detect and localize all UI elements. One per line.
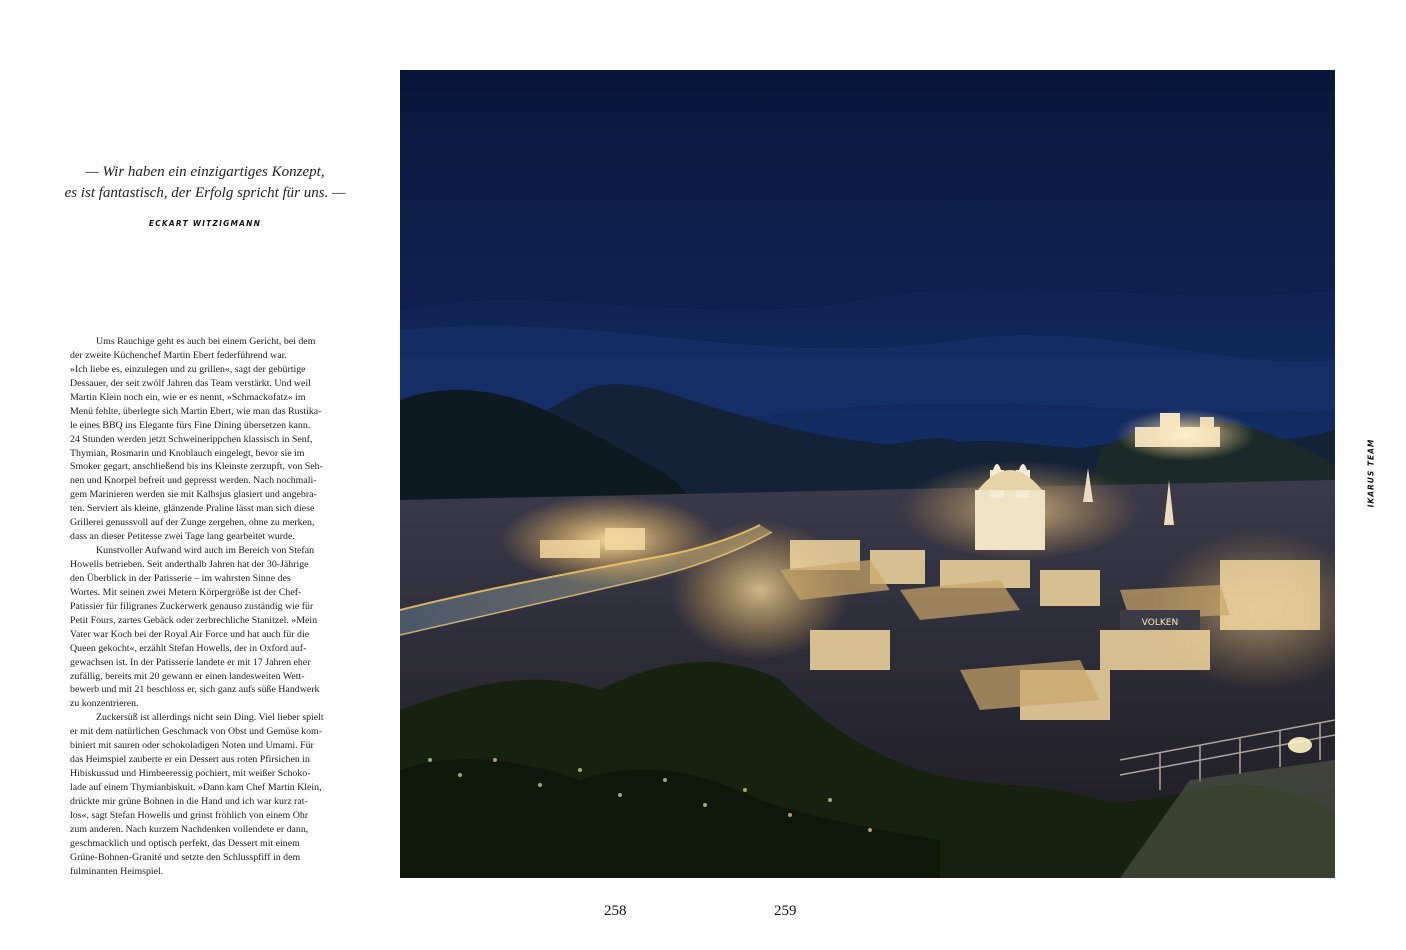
text-line: gewachsen ist. In der Patisserie landete er mit 17 Jahren eher bbox=[70, 656, 311, 668]
text-line: Petit Fours, zartes Gebäck oder zerbrechliche Stanitzel. »Mein bbox=[70, 614, 318, 626]
text-line: zu konzentrieren. bbox=[70, 698, 139, 710]
fortress-glow bbox=[1115, 409, 1255, 461]
page-number-right: 259 bbox=[774, 903, 797, 919]
text-line: »Ich liebe es, einzulegen und zu grillen«, sagt der gebürtige bbox=[70, 363, 306, 375]
text-line: geschmacklich und optisch perfekt, das Dessert mit einem bbox=[70, 837, 300, 849]
text-line: Grüne-Bohnen-Granité und setzte den Schlusspfiff in dem bbox=[70, 851, 301, 863]
text-line: das Heimspiel zauberte er ein Dessert aus roten Pfirsichen in bbox=[70, 754, 310, 766]
text-line: den Überblick in der Patisserie – im wahrsten Sinne des bbox=[70, 572, 291, 584]
text-line: Wortes. Mit seinen zwei Metern Körpergröße ist der Chef- bbox=[70, 586, 302, 598]
text-line: biniert mit sauren oder schokoladigen Noten und Umami. Für bbox=[70, 740, 314, 752]
page-number-left: 258 bbox=[604, 903, 627, 919]
text-line: 24 Stunden werden jetzt Schweinerippchen klassisch in Senf, bbox=[70, 433, 313, 445]
text-line: gem Marinieren werden sie mit Kalbsjus glasiert und angebra- bbox=[70, 489, 317, 501]
text-line: Grillerei genussvoll auf der Zunge zergehen, ohne zu merken, bbox=[70, 517, 315, 529]
text-line: Howells betrieben. Seit anderthalb Jahren hat der 30-Jährige bbox=[70, 559, 309, 570]
text-line: nen und Knorpel befreit und gepresst werden. Nach nochmali- bbox=[70, 475, 317, 487]
text-line: Kunstvoller Aufwand wird auch im Bereich von Stefan bbox=[96, 545, 315, 557]
text-line: los«, sagt Stefan Howells und grinst fröhlich von einem Ohr bbox=[70, 809, 309, 821]
text-line: Zuckersüß ist allerdings nicht sein Ding. Viel lieber spielt bbox=[96, 712, 324, 724]
paragraph-1 bbox=[70, 335, 342, 544]
text-line: lade auf einem Thymianbiskuit. »Dann kam Chef Martin Klein, bbox=[70, 782, 322, 793]
shop-sign: VOLKEN bbox=[1141, 618, 1179, 628]
text-line: bewerb und mit 21 beschloss er, sich ganz aufs süße Handwerk bbox=[70, 684, 320, 696]
text-line: Martin Klein noch ein, wie er es nennt, »Schmackofatz« im bbox=[70, 391, 306, 403]
text-line: fulminanten Heimspiel. bbox=[70, 865, 164, 877]
text-line: Patissier für filigranes Zuckerwerk genauso zuständig wie für bbox=[70, 600, 314, 612]
text-line: Hibiskussud und Himbeeressig pochiert, mit weißer Schoko- bbox=[70, 768, 311, 780]
cloud-band bbox=[400, 200, 1335, 310]
text-line: er mit dem natürlichen Geschmack von Obst und Gemüse kom- bbox=[70, 726, 323, 738]
text-line: ten. Serviert als kleine, glänzende Praline lässt man sich diese bbox=[70, 503, 315, 515]
paragraph-2 bbox=[70, 544, 342, 711]
text-line: zum anderen. Nach kurzem Nachdenken vollendete er dann, bbox=[70, 823, 309, 835]
text-line: Queen gekocht«, erzählt Stefan Howells, der in Oxford auf- bbox=[70, 642, 307, 654]
text-line: Ums Rauchige geht es auch bei einem Gericht, bei dem bbox=[96, 336, 316, 347]
lamp-light bbox=[1288, 737, 1312, 753]
text-line: dass an dieser Petitesse zwei Tage lang gearbeitet wurde. bbox=[70, 531, 295, 543]
quote-author: ECKART WITZIGMANN bbox=[148, 219, 262, 228]
photo-illustration bbox=[400, 70, 1335, 878]
text-line: Menü fehlte, überlegte sich Martin Ebert, wie man das Rustika- bbox=[70, 405, 322, 417]
text-line: Thymian, Rosmarin und Knoblauch eingelegt, bevor sie im bbox=[70, 447, 305, 459]
paragraph-3 bbox=[70, 711, 342, 878]
text-line: Dessauer, der seit zwölf Jahren das Team verstärkt. Und weil bbox=[70, 377, 311, 389]
photo-credit: IKARUS TEAM bbox=[1366, 438, 1376, 508]
text-line: Vater war Koch bei der Royal Air Force und hat auch für die bbox=[70, 628, 310, 640]
city-night-photo bbox=[400, 70, 1335, 878]
pull-quote-line: — Wir haben ein einzigartiges Konzept, bbox=[85, 164, 325, 180]
article-body bbox=[70, 335, 342, 879]
text-line: zufällig, bereits mit 20 gewann er einen landesweiten Wett- bbox=[70, 670, 305, 682]
pull-quote bbox=[60, 162, 350, 204]
text-line: le eines BBQ ins Elegante fürs Fine Dining übersetzen kann. bbox=[70, 419, 311, 431]
text-line: der zweite Küchenchef Martin Ebert federführend war. bbox=[70, 349, 287, 361]
text-line: drückte mir grüne Bohnen in die Hand und ich war kurz rat- bbox=[70, 795, 308, 807]
pull-quote-line: es ist fantastisch, der Erfolg spricht für uns. — bbox=[64, 185, 346, 201]
text-line: Smoker gegart, anschließend bis ins Kleinste zerzupft, von Seh- bbox=[70, 461, 323, 473]
